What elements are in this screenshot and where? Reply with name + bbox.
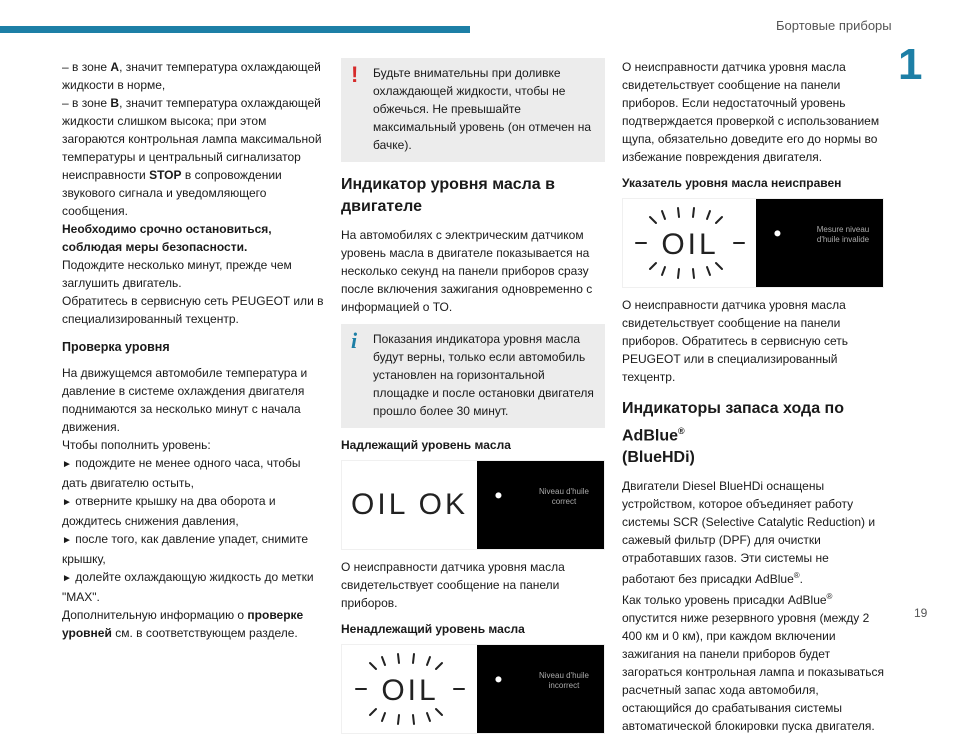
column-1 <box>62 58 324 642</box>
display-message: Niveau d'huile incorrect <box>538 671 589 690</box>
info-note <box>341 324 605 428</box>
info-icon: i <box>351 328 358 353</box>
column-3 <box>622 58 884 735</box>
heading-oil-incorrect: Ненадлежащий уровень масла <box>341 622 525 636</box>
step-1: ► подождите не менее одного часа, чтобы дать двигателю остыть, <box>62 456 301 490</box>
warning-text: Необходимо срочно остановиться, соблюдая меры безопасности. <box>62 222 272 254</box>
adblue-text-2: Как только уровень присадки AdBlue® опустится ниже резервного уровня (между 2 400 км и 0 км), при каждом включении зажигания на панели приборов будет загораться контрольная лампа и показываться расчетный запас хода автомобиля, остающийся до срабатывания системы автоматической блокировки пуска двигателя. <box>622 592 884 734</box>
page-number: 19 <box>914 606 928 620</box>
section-title: Бортовые приборы <box>776 18 892 33</box>
sensor-text: О неисправности датчика уровня масла свидетельствует сообщение на панели приборов. Если недостаточный уровень подтверждается проверкой с использованием щупа, обязательно доведите его до нормы во избежание повреждения двигателя. <box>622 60 880 164</box>
oil-ok-display: OIL OK <box>351 488 468 521</box>
oil-can-icon: ⚫ <box>493 672 504 687</box>
arrow-icon: ► <box>62 497 72 508</box>
figure-caption: О неисправности датчика уровня масла свидетельствует сообщение на панели приборов. <box>341 560 565 610</box>
warning-icon: ! <box>351 62 359 87</box>
contact-text: Обратитесь в сервисную сеть PEUGEOT или в специализированный техцентр. <box>62 294 324 326</box>
arrow-icon: ► <box>62 535 72 546</box>
dashboard-display <box>756 199 883 287</box>
top-accent-bar <box>0 26 470 33</box>
oil-warning-icon <box>630 205 750 281</box>
wait-text: Подождите несколько минут, прежде чем заглушить двигатель. <box>62 258 292 290</box>
chapter-number: 1 <box>898 40 923 89</box>
warning-note <box>341 58 605 162</box>
paragraph-zone-b: – в зоне B, значит температура охлаждающей жидкости слишком высока; при этом загораются контрольная лампа максимальной температуры и центральный сигнализатор неисправности STOP в сопровождении звукового сигнала и уведомляющего сообщения. <box>62 96 322 218</box>
svg-text:OIL: OIL <box>380 674 439 707</box>
more-info: Дополнительную информацию о проверке уровней см. в соответствующем разделе. <box>62 608 304 640</box>
dashboard-display <box>477 461 604 549</box>
display-message: Mesure niveau d'huile invalide <box>816 225 870 244</box>
display-message: Niveau d'huile correct <box>538 487 589 506</box>
column-2 <box>341 58 605 742</box>
arrow-icon: ► <box>62 459 72 470</box>
arrow-icon: ► <box>62 573 72 584</box>
refill-intro: Чтобы пополнить уровень: <box>62 438 211 452</box>
step-4: ► долейте охлаждающую жидкость до метки "MAX". <box>62 570 314 604</box>
oil-indicator-text: На автомобилях с электрическим датчиком уровень масла в двигателе показывается на несколько секунд на панели приборов сразу после включения зажигания одновременно с информацией о ТО. <box>341 228 593 314</box>
warning-note-text: Будьте внимательны при доливке охлаждающей жидкости, чтобы не обжечься. Не превышайте максимальный уровень (он отмечен на бачке). <box>373 66 592 152</box>
drive-text: На движущемся автомобиле температура и давление в системе охлаждения двигателя поднимаются за несколько минут с начала движения. <box>62 366 308 434</box>
heading-adblue: Индикаторы запаса хода по AdBlue® (BlueHDi) <box>622 400 844 467</box>
paragraph-zone-a: – в зоне A, значит температура охлаждающей жидкости в норме, <box>62 60 321 92</box>
figure-oil-invalid <box>622 198 884 288</box>
figure-oil-incorrect <box>341 644 605 734</box>
figure-oil-ok <box>341 460 605 550</box>
step-2: ► отверните крышку на два оборота и дождитесь снижения давления, <box>62 494 276 528</box>
step-3: ► после того, как давление упадет, снимите крышку, <box>62 532 309 566</box>
dashboard-display <box>477 645 604 733</box>
heading-oil-ok: Надлежащий уровень масла <box>341 438 511 452</box>
oil-warning-display <box>623 199 756 287</box>
adblue-text-1: Двигатели Diesel BlueHDi оснащены устройством, которое объединяет работу системы SCR (Selective Catalytic Reduction) и сажевый фильтр (DPF) для очистки отработавших газов. Эти системы не работают без присадки AdBlue®. <box>622 479 876 587</box>
oil-can-icon: ⚫ <box>772 226 783 241</box>
heading-oil-indicator: Индикатор уровня масла в двигателе <box>341 176 555 215</box>
oil-can-icon: ⚫ <box>493 488 504 503</box>
heading-indicator-faulty: Указатель уровня масла неисправен <box>622 176 842 190</box>
info-note-text: Показания индикатора уровня масла будут верны, только если автомобиль установлен на горизонтальной площадке и после остановки двигателя прошло более 30 минут. <box>373 332 594 418</box>
oil-warning-display <box>342 645 477 733</box>
heading-check-level: Проверка уровня <box>62 340 170 354</box>
svg-text:OIL: OIL <box>660 228 719 261</box>
oil-warning-icon <box>350 651 470 727</box>
sensor-text-2: О неисправности датчика уровня масла свидетельствует сообщение на панели приборов. Обратитесь в сервисную сеть PEUGEOT или в специализированный техцентр. <box>622 298 849 384</box>
